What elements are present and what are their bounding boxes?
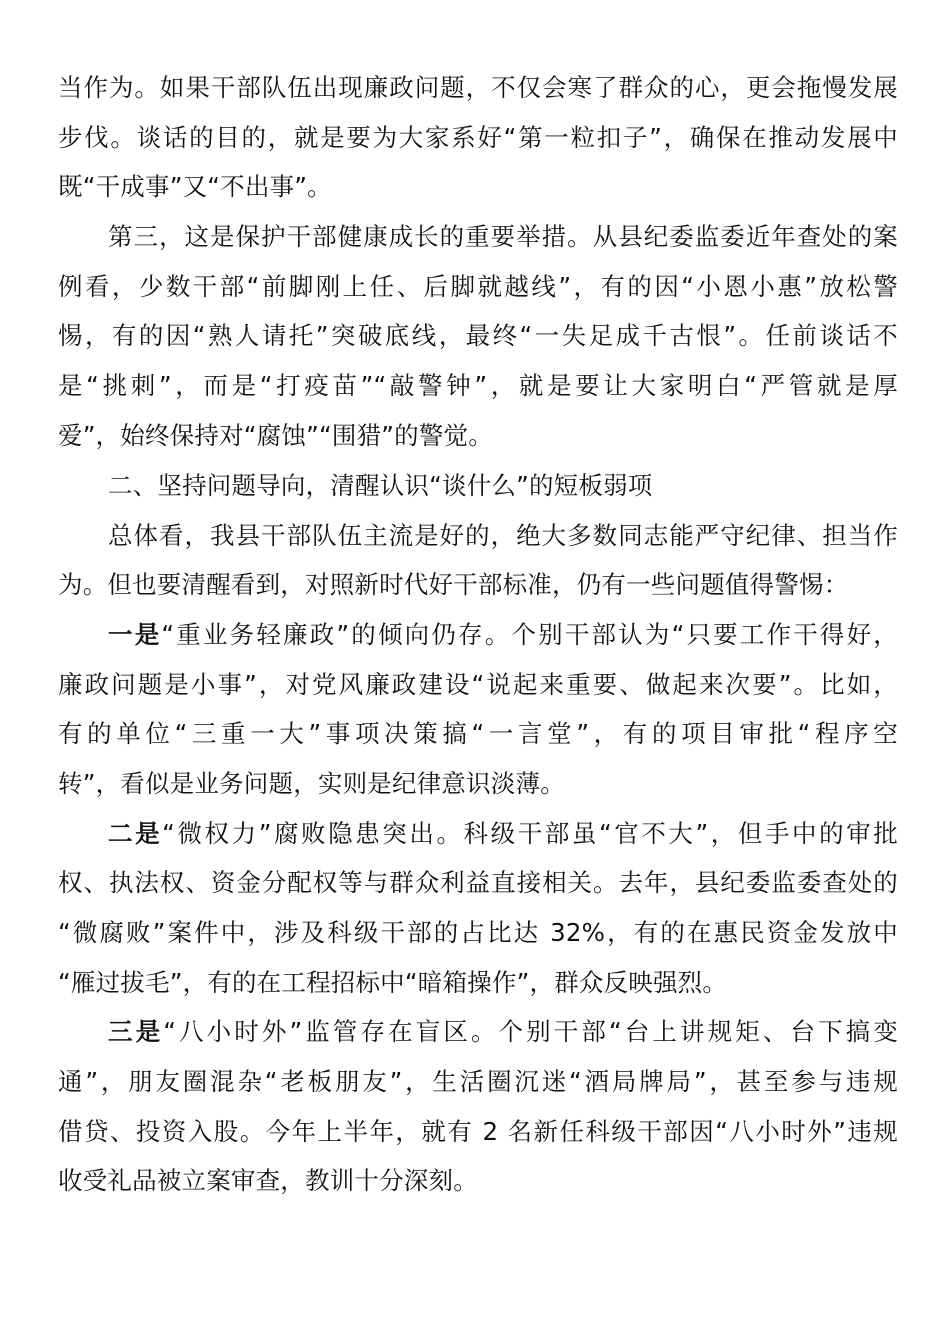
text-line: 是“挑刺”，而是“打疫苗”“敲警钟”，就是要让大家明白“严管就是厚 [58,371,898,400]
text-line: 权、执法权、资金分配权等与群众利益直接相关。去年，县纪委监委查处的 [58,868,898,897]
lead-second: 二是 [108,819,163,848]
paragraph-overview-start: 总体看，我县干部队伍主流是好的，绝大多数同志能严守纪律、担当作 [108,521,898,550]
text-line: 借贷、投资入股。今年上半年，就有 2 名新任科级干部因“八小时外”违规 [58,1117,898,1146]
paragraph-second-point [108,812,898,856]
text-line: 既“干成事”又“不出事”。 [58,172,332,201]
paragraph-third-start: 第三，这是保护干部健康成长的重要举措。从县纪委监委近年查处的案 [108,222,898,251]
text-line: 收受礼品被立案审查，教训十分深刻。 [58,1166,478,1195]
text-line: “雁过拔毛”，有的在工程招标中“暗箱操作”，群众反映强烈。 [58,968,728,997]
text-line: 转”，看似是业务问题，实则是纪律意识淡薄。 [58,769,565,798]
paragraph-first-point [108,613,898,657]
text-line: “微腐败”案件中，涉及科级干部的占比达 32%，有的在惠民资金发放中 [58,918,898,947]
section-heading: 二、坚持问题导向，清醒认识“谈什么”的短板弱项 [108,471,653,500]
text-line: 通”，朋友圈混杂“老板朋友”，生活圈沉迷“酒局牌局”，甚至参与违规 [58,1067,898,1096]
text-line: 廉政问题是小事”，对党风廉政建设“说起来重要、做起来次要”。比如， [58,670,898,699]
text-span: “微权力”腐败隐患突出。科级干部虽“官不大”，但手中的审批 [162,819,898,848]
text-span: “八小时外”监管存在盲区。个别干部“台上讲规矩、台下搞变 [163,1017,898,1046]
lead-third: 三是 [108,1017,164,1046]
text-line: 步伐。谈话的目的，就是要为大家系好“第一粒扣子”，确保在推动发展中 [58,123,898,152]
text-span: “重业务轻廉政”的倾向仍存。个别干部认为“只要工作干得好， [161,620,899,649]
paragraph-third-point [108,1010,898,1054]
text-line: 为。但也要清醒看到，对照新时代好干部标准，仍有一些问题值得警惕： [58,570,849,599]
text-line: 爱”，始终保持对“腐蚀”“围猎”的警觉。 [58,421,493,450]
text-line: 例看，少数干部“前脚刚上任、后脚就越线”，有的因“小恩小惠”放松警 [58,272,898,301]
text-line: 惕，有的因“熟人请托”突破底线，最终“一失足成千古恨”。任前谈话不 [58,321,898,350]
lead-first: 一是 [108,620,162,649]
text-line: 当作为。如果干部队伍出现廉政问题，不仅会寒了群众的心，更会拖慢发展 [58,73,898,102]
text-line: 有的单位“三重一大”事项决策搞“一言堂”，有的项目审批“程序空 [58,719,898,748]
